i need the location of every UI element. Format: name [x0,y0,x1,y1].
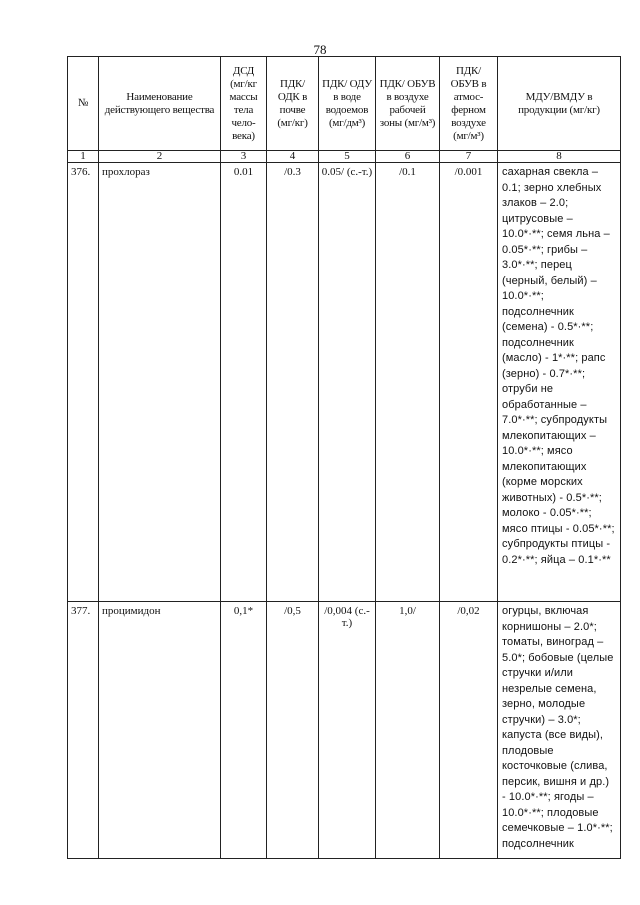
header-water: ПДК/ ОДУ в воде водоемов (мг/дм³) [319,57,376,151]
row-number: 377. [68,602,99,859]
substance-name: процимидон [99,602,221,859]
header-substance: Наименование действующего вещества [99,57,221,151]
column-number: 5 [319,151,376,163]
water-value: /0,004 (с.-т.) [319,602,376,859]
header-mdu: МДУ/ВМДУ в продукции (мг/кг) [498,57,621,151]
column-numbers-row [68,151,621,163]
header-soil: ПДК/ ОДК в почве (мг/кг) [267,57,319,151]
column-number: 6 [376,151,440,163]
air-atm-value: /0.001 [440,163,498,602]
row-number: 376. [68,163,99,602]
substance-name: прохлораз [99,163,221,602]
column-number: 2 [99,151,221,163]
soil-value: /0,5 [267,602,319,859]
column-number: 3 [221,151,267,163]
header-number: № [68,57,99,151]
column-number: 1 [68,151,99,163]
header-air-atm: ПДК/ ОБУВ в атмос-ферном воздухе (мг/м³) [440,57,498,151]
column-number: 4 [267,151,319,163]
mdu-value: огурцы, включая корнишоны – 2.0*; томаты, виноград – 5.0*; бобовые (целые стручки и/или незрелые семена, зерно, молодые стручки) – 3.0*; капуста (все виды), плодовые косточковые (слива, персик, вишня и др.) - 10.0*·**; ягоды – 10.0*·**; плодовые семечковые – 1.0*·**; подсолнечник [498,602,621,859]
column-number: 8 [498,151,621,163]
column-number: 7 [440,151,498,163]
mdu-value: сахарная свекла – 0.1; зерно хлебных злаков – 2.0; цитрусовые – 10.0*·**; семя льна – 0.05*·**; грибы – 3.0*·**; перец (черный, белый) – 10.0*·**; подсолнечник (семена) - 0.5*·**; подсолнечник (масло) - 1*·**; рапс (зерно) - 0.7*·**; отруби не обработанные – 7.0*·**; субпродукты млекопитающих – 10.0*·**; мясо млекопитающих (корме морских животных) - 0.5*·**; молоко - 0.05*·**; мясо птицы - 0.05*·**; субпродукты птицы - 0.2*·**; яйца – 0.1*·** [498,163,621,602]
soil-value: /0.3 [267,163,319,602]
dsd-value: 0.01 [221,163,267,602]
header-dsd: ДСД (мг/кг массы тела чело-века) [221,57,267,151]
page-number: 78 [313,42,327,57]
header-row [68,57,621,151]
dsd-value: 0,1* [221,602,267,859]
header-air-work: ПДК/ ОБУВ в воздухе рабочей зоны (мг/м³) [376,57,440,151]
table-row [68,163,621,602]
table-row [68,602,621,859]
air-work-value: /0.1 [376,163,440,602]
air-atm-value: /0,02 [440,602,498,859]
air-work-value: 1,0/ [376,602,440,859]
water-value: 0.05/ (с.-т.) [319,163,376,602]
regulation-table [67,56,621,859]
